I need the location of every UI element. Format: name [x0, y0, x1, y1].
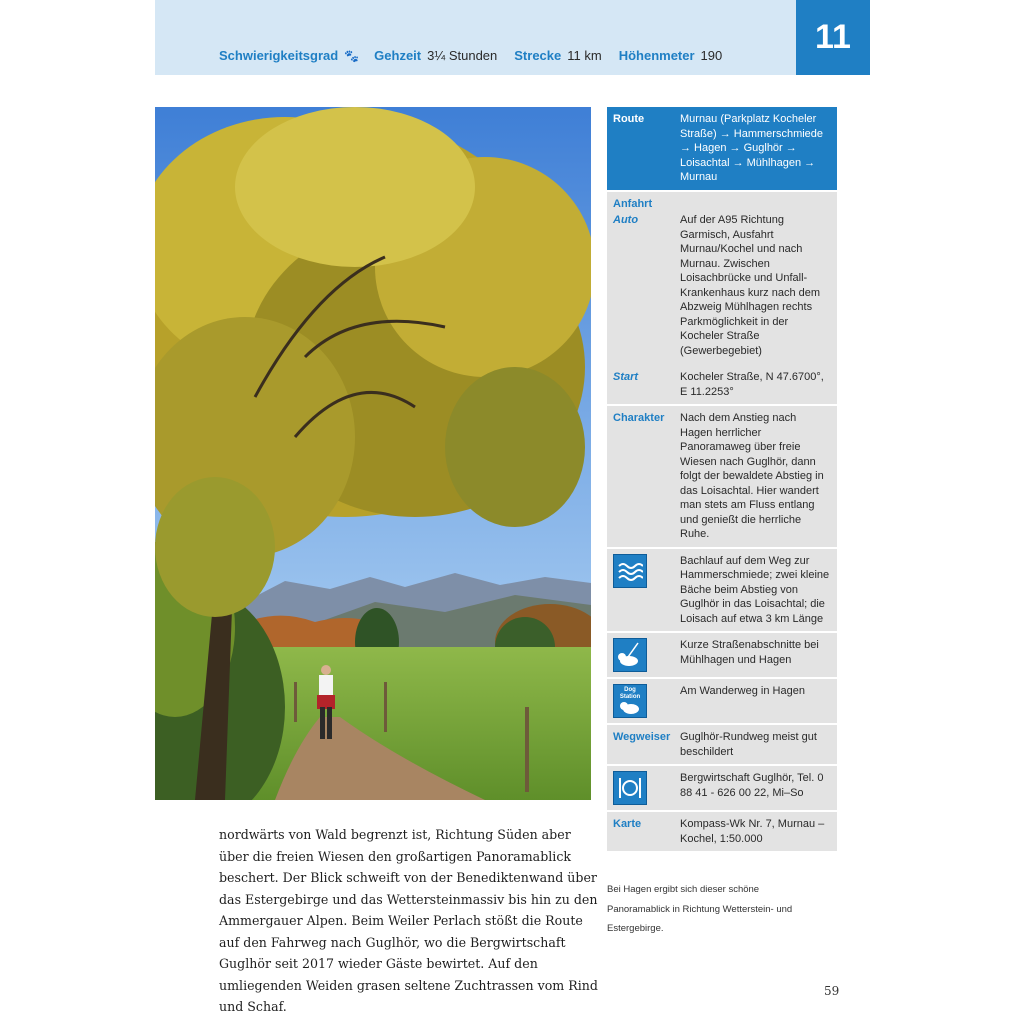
- leash-value: Kurze Straßenabschnitte bei Mühlhagen und Hagen: [680, 639, 819, 666]
- food-row: [607, 766, 837, 810]
- header-band: [155, 0, 796, 75]
- charakter-row: [607, 406, 837, 547]
- dogstation-row: [607, 679, 837, 723]
- water-row: [607, 549, 837, 632]
- page-number: 59: [824, 984, 840, 998]
- start-label: Start: [613, 371, 639, 383]
- wegweiser-label: Wegweiser: [613, 731, 671, 743]
- landscape-photo: [155, 107, 591, 800]
- dog-station-badge-text: Dog Station: [619, 687, 641, 700]
- start-value: Kocheler Straße, N 47.6700°, E 11.2253°: [680, 371, 824, 398]
- tour-info-table: [607, 107, 837, 853]
- tour-stats: [219, 48, 739, 63]
- wegweiser-value: Guglhör-Rundweg meist gut beschildert: [680, 731, 817, 758]
- elevation-label: Höhenmeter: [618, 48, 695, 63]
- anfahrt-section: [607, 192, 837, 405]
- karte-row: [607, 812, 837, 851]
- dog-on-leash-icon: [613, 638, 647, 672]
- leash-row: [607, 633, 837, 677]
- route-label: Route: [613, 113, 645, 125]
- wegweiser-row: [607, 725, 837, 764]
- time-label: Gehzeit: [374, 48, 422, 63]
- karte-value: Kompass-Wk Nr. 7, Murnau – Kochel, 1:50.000: [680, 818, 825, 845]
- karte-label: Karte: [613, 818, 642, 830]
- water-value: Bachlauf auf dem Weg zur Hammerschmiede; zwei kleine Bäche beim Abstieg von Guglhör in das Loisachtal; die Loisach auf etwa 3 km Länge: [680, 554, 830, 625]
- difficulty-label: Schwierigkeitsgrad: [219, 48, 339, 63]
- body-paragraph: nordwärts von Wald begrenzt ist, Richtung Süden aber über die freien Wiesen den großartigen Panoramablick beschert. Der Blick schweift von der Benediktenwand über das Estergebirge und das Wettersteinmassiv bis hin zu den Ammergauer Alpen. Beim Weiler Perlach stößt die Route auf den Fahrweg nach Guglhör, wo die Bergwirtschaft Guglhör seit 2017 wieder Gäste bewirtet. Auf den umliegenden Weiden grasen seltene Zuchtrassen vom Rind und Schaf.: [219, 827, 598, 1014]
- water-waves-icon: [613, 554, 647, 588]
- photo-caption: Bei Hagen ergibt sich dieser schöne Panoramablick in Richtung Wetterstein- und Estergebirge.: [607, 884, 793, 934]
- food-value: Bergwirtschaft Guglhör, Tel. 0 88 41 - 626 00 22, Mi–So: [680, 772, 824, 799]
- route-value: Murnau (Parkplatz Kocheler Straße) → Hammerschmiede → Hagen → Guglhör → Loisachtal → Mühlhagen → Murnau: [680, 113, 824, 183]
- body-text: [219, 824, 599, 1018]
- paw-prints-icon: 🐾: [344, 48, 361, 63]
- auto-label: Auto: [613, 214, 639, 226]
- charakter-value: Nach dem Anstieg nach Hagen herrlicher Panoramaweg über freie Wiesen nach Guglhör, dann folgt der bewaldete Abstieg in das Loisachtal. Hier wandert man stets am Fluss entlang und genießt die herrliche Ruhe.: [680, 412, 824, 540]
- time-value: 3¼ Stunden: [427, 48, 498, 63]
- distance-label: Strecke: [514, 48, 562, 63]
- dog-station-icon: [613, 684, 647, 718]
- plate-cutlery-icon: [613, 771, 647, 805]
- charakter-label: Charakter: [613, 412, 665, 424]
- distance-value: 11 km: [567, 48, 602, 63]
- elevation-value: 190: [700, 48, 723, 63]
- tour-number: 11: [796, 0, 870, 75]
- route-row: [607, 107, 837, 190]
- auto-value: Auf der A95 Richtung Garmisch, Ausfahrt Murnau/Kochel und nach Murnau. Zwischen Loisachbrücke und Unfall-Krankenhaus kurz nach dem Abzweig Mühlhagen rechts Parkmöglichkeit in der Kocheler Straße (Gewerbegebiet): [680, 214, 821, 357]
- anfahrt-label: Anfahrt: [613, 197, 653, 210]
- dogstation-value: Am Wanderweg in Hagen: [680, 685, 805, 697]
